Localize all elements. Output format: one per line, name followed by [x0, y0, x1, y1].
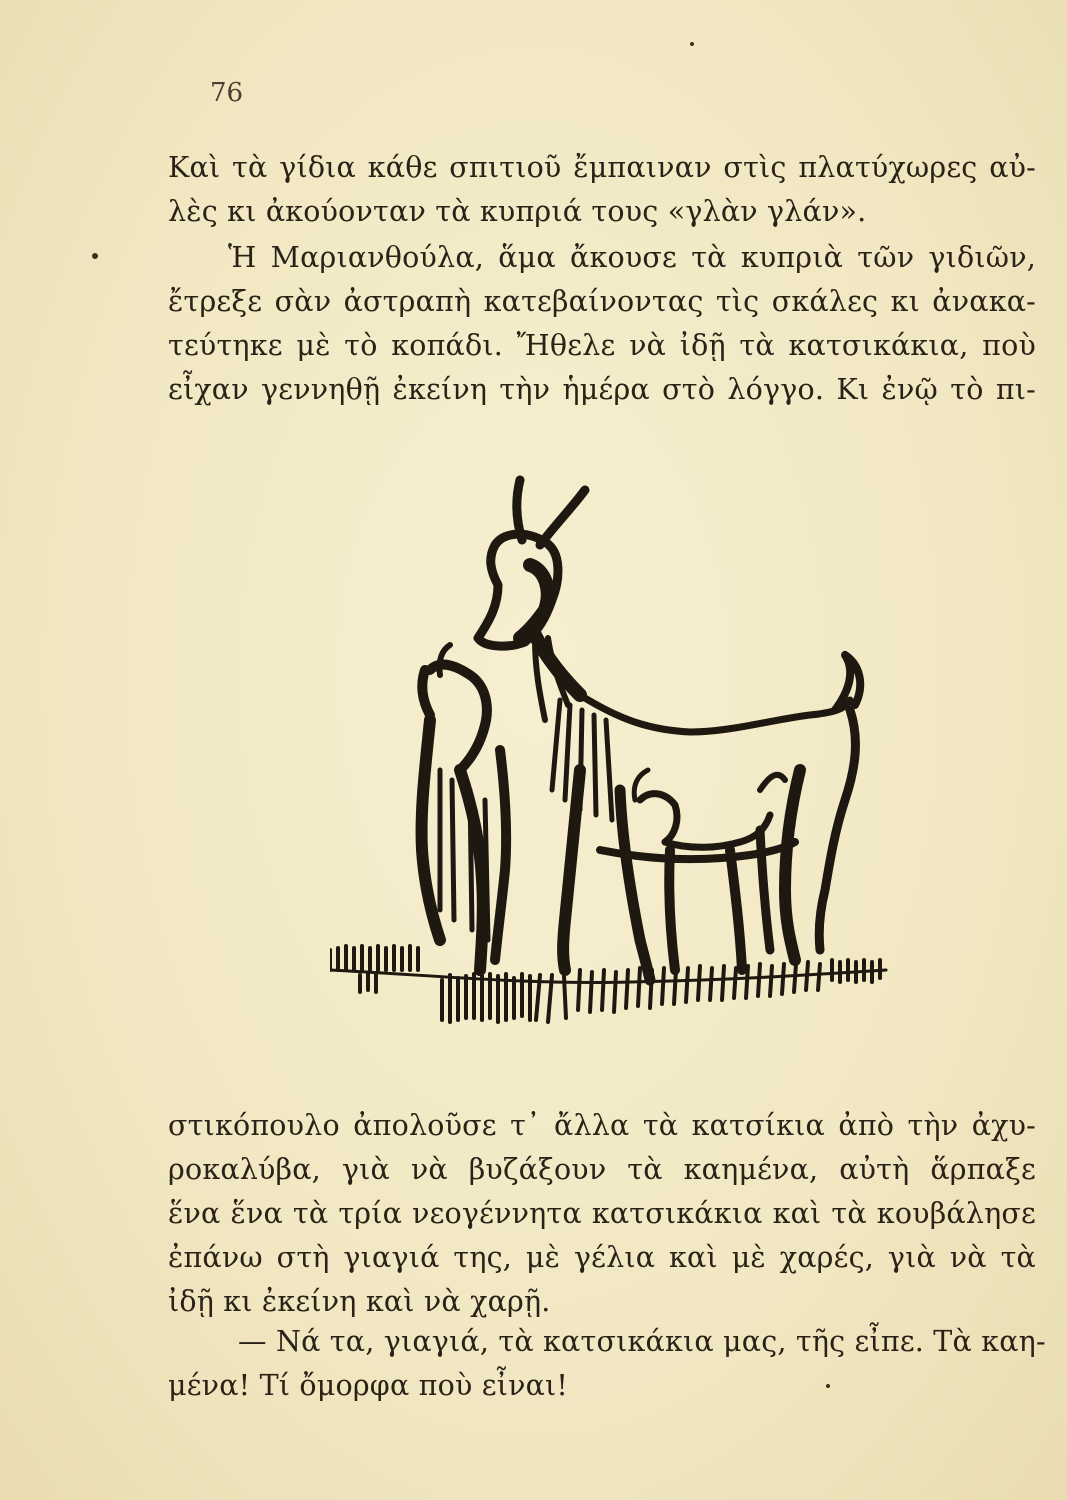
paragraph-3	[168, 1104, 1036, 1324]
text-line: Ἡ Μαριανθούλα, ἅμα ἄκουσε τὰ κυπριὰ τῶν γιδιῶν,	[228, 241, 1036, 274]
page-number: 76	[210, 78, 244, 108]
paragraph-4	[168, 1320, 1046, 1408]
text-line: ἐπάνω στὴ γιαγιά της, μὲ γέλια καὶ μὲ χαρές, γιὰ νὰ τὰ	[168, 1241, 1036, 1274]
text-line: στικόπουλο ἀπολοῦσε τ᾽ ἄλλα τὰ κατσίκια ἀπὸ τὴν ἀχυ-	[168, 1109, 1036, 1142]
text-line: ἔτρεξε σὰν ἀστραπὴ κατεβαίνοντας τὶς σκάλες κι ἀνακα-	[168, 285, 1036, 318]
text-line: εἶχαν γεννηθῇ ἐκείνη τὴν ἡμέρα στὸ λόγγο. Κι ἐνῷ τὸ πι-	[168, 373, 1036, 406]
goats-illustration-icon	[330, 470, 890, 1040]
text-line: τεύτηκε μὲ τὸ κοπάδι. Ἤθελε νὰ ἰδῇ τὰ κατσικάκια, ποὺ	[168, 329, 1036, 362]
text-line: λὲς κι ἀκούονταν τὰ κυπριά τους «γλὰν γλάν».	[168, 195, 867, 228]
ink-speck	[826, 1384, 830, 1388]
text-line: ἕνα ἕνα τὰ τρία νεογέννητα κατσικάκια καὶ τὰ κουβάλησε	[168, 1197, 1036, 1230]
text-line: — Νά τα, γιαγιά, τὰ κατσικάκια μας, τῆς εἶπε. Τὰ καη-	[238, 1325, 1046, 1358]
paragraph-1	[168, 146, 1036, 234]
text-line: Καὶ τὰ γίδια κάθε σπιτιοῦ ἔμπαιναν στὶς πλατύχωρες αὐ-	[168, 151, 1036, 184]
text-line: ροκαλύβα, γιὰ νὰ βυζάξουν τὰ καημένα, αὐτὴ ἅρπαξε	[168, 1153, 1036, 1186]
text-line: μένα! Τί ὄμορφα ποὺ εἶναι!	[168, 1369, 569, 1402]
ink-speck	[92, 253, 98, 259]
ink-speck	[690, 42, 694, 46]
text-line: ἰδῇ κι ἐκείνη καὶ νὰ χαρῇ.	[168, 1285, 551, 1318]
paragraph-2	[168, 236, 1036, 412]
